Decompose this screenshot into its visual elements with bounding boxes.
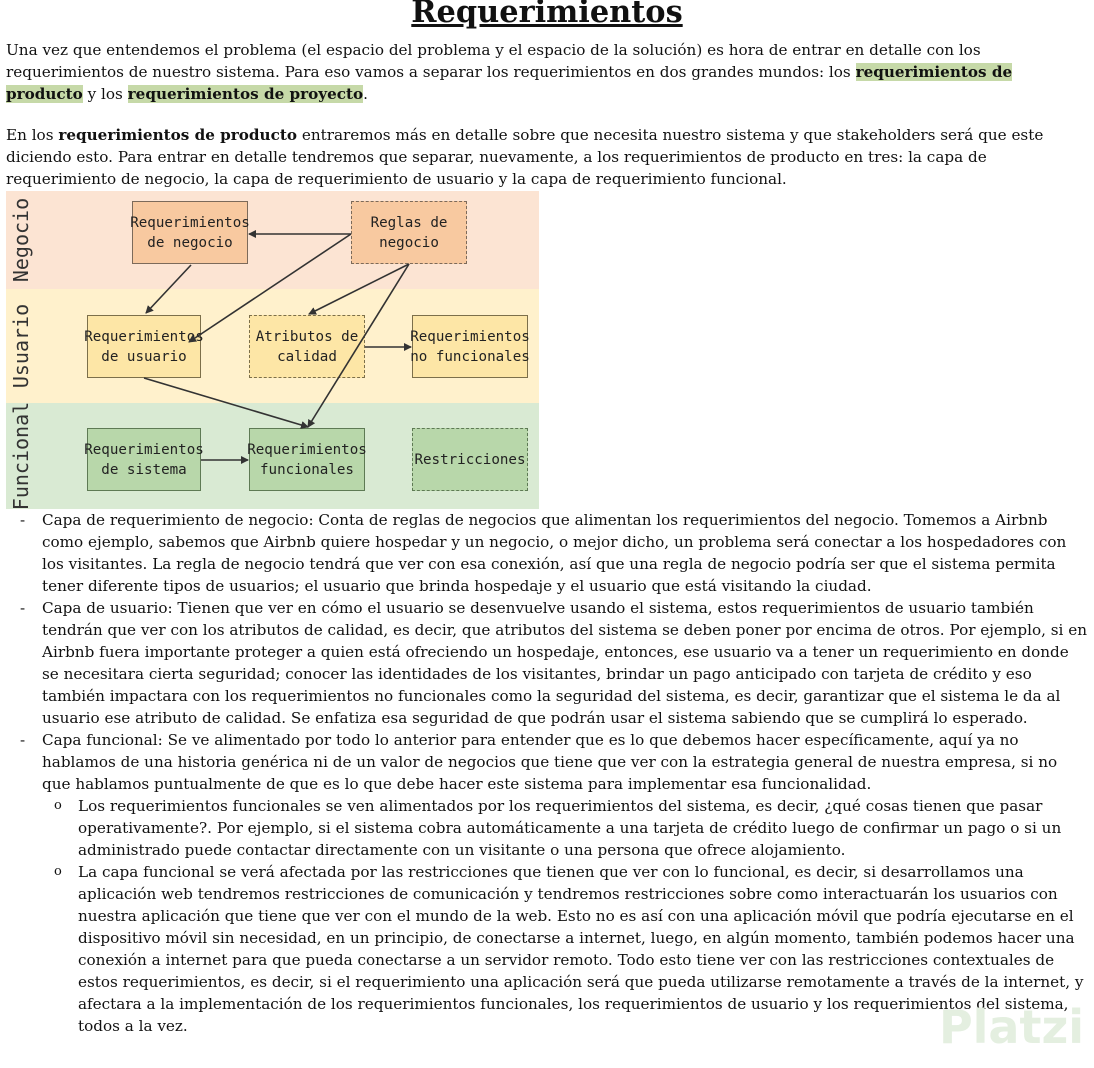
dash-bullet: - <box>20 731 26 749</box>
highlight-project-requirements: requerimientos de proyecto <box>127 85 364 103</box>
box-requerimientos-funcionales: Requerimientos funcionales <box>249 428 365 491</box>
box-atributos-calidad: Atributos de calidad <box>249 315 365 378</box>
arrow-reglas-to-req-usuario <box>189 234 351 342</box>
sub-list-item: o La capa funcional se verá afectada por las restricciones que tienen que ver con lo funcional, es decir, si desarrollamos una aplicación web tendremos restricciones de comunicación y tendremos restricciones sobre como interactuarán los usuarios con nuestra aplicación que tiene que ver con el mundo de la web. Esto no es así con una aplicación móvil que podría ejecutarse en el dispositivo móvil sin necesidad, en un principio, de conectarse a internet, luego, en algún momento, también podemos hacer una conexión a internet para que pueda conectarse a un servidor remoto. Todo esto tiene ver con las restricciones contextuales de estos requerimientos, es decir, si el requerimiento una aplicación será que pueda utilizarse remotamente a través de la internet, y afectara a la implementación de los requerimientos funcionales, los requerimientos de usuario y los requerimientos del sistema, todos a la vez. <box>54 863 1084 1035</box>
page-title: Requerimientos <box>411 0 683 30</box>
box-requerimientos-negocio: Requerimientos de negocio <box>132 201 248 264</box>
document <box>6 0 1088 1037</box>
arrow-req-usuario-to-req-funcionales <box>144 378 308 427</box>
functional-sublist <box>42 795 1088 1037</box>
bold-product-requirements: requerimientos de producto <box>58 126 297 144</box>
para2-text-2: entraremos más en detalle sobre que necesita nuestro sistema y que stakeholders será que este diciendo esto. Para entrar en detalle tendremos que separar, nuevamente, a los requerimientos de producto en tres: la capa de requerimiento de negocio, la capa de requerimiento de usuario y la capa de requerimiento funcional. <box>6 126 1044 188</box>
dash-bullet: - <box>20 511 26 529</box>
box-reglas-negocio: Reglas de negocio <box>351 201 467 264</box>
intro-text-2: y los <box>82 85 128 103</box>
requirements-diagram <box>6 191 539 509</box>
sub-list-item: o Los requerimientos funcionales se ven alimentados por los requerimientos del sistema, es decir, ¿qué cosas tienen que pasar operativamente?. Por ejemplo, si el sistema cobra automáticamente a una tarjeta de crédito luego de confirmar un pago o si un administrado puede contactar directamente con un visitante o una persona que ofrece alojamiento. <box>54 797 1062 859</box>
intro-paragraph <box>6 39 1088 105</box>
box-restricciones: Restricciones <box>412 428 528 491</box>
list-item: - Capa de usuario: Tienen que ver en cómo el usuario se desenvuelve usando el sistema, estos requerimientos de usuario también tendrán que ver con los atributos de calidad, es decir, que atributos del sistema se deben poner por encima de otros. Por ejemplo, si en Airbnb fuera importante proteger a quien está ofreciendo un hospedaje, entonces, ese usuario va a tener un requerimiento en donde se necesitara cierta seguridad; conocer las identidades de los visitantes, brindar un pago anticipado con tarjeta de crédito y eso también impactara con los requerimientos no funcionales como la seguridad del sistema, es decir, garantizar que el sistema le da al usuario ese atributo de calidad. Se enfatiza esa seguridad de que podrán usar el sistema sabiendo que se cumplirá lo esperado. <box>20 599 1088 727</box>
band-label-negocio: Negocio <box>9 197 34 283</box>
list-item: - Capa funcional: Se ve alimentado por todo lo anterior para entender que es lo que debemos hacer específicamente, aquí ya no hablamos de una historia genérica ni de un valor de negocios que tiene que ver con la estrategia general de nuestra empresa, si no que hablamos puntualmente de que es lo que debe hacer este sistema para implementar esa funcionalidad. o Los requerimientos funcionales se ven alimentados por los requerimientos del sistema, es decir, ¿qué cosas tienen que pasar operativamente?. Por ejemplo, si el sistema cobra automáticamente a una tarjeta de crédito luego de confirmar un pago o si un administrado puede contactar directamente con un visitante o una persona que ofrece alojamiento. o La capa funcional se verá afectada por las restricciones que tienen que ver con lo funcional, es decir, si desarrollamos una aplicación web tendremos restricciones de comunicación y tendremos restricciones sobre como interactuarán los usuarios con nuestra aplicación que tiene que ver con el mundo de la web. Esto no es así con una aplicación móvil que podría ejecutarse en el dispositivo móvil sin necesidad, en un principio, de conectarse a internet, luego, en algún momento, también podemos hacer una conexión a internet para que pueda conectarse a un servidor remoto. Todo esto tiene ver con las restricciones contextuales de estos requerimientos, es decir, si el requerimiento una aplicación será que pueda utilizarse remotamente a través de la internet, y afectara a la implementación de los requerimientos funcionales, los requerimientos de usuario y los requerimientos del sistema, todos a la vez. <box>6 729 1088 1037</box>
band-label-usuario: Usuario <box>9 303 34 389</box>
list-item: - Capa de requerimiento de negocio: Conta de reglas de negocios que alimentan los requerimientos del negocio. Tomemos a Airbnb como ejemplo, sabemos que Airbnb quiere hospedar y un negocio, o mejor dicho, un problema será conectar a los hospedadores con los visitantes. La regla de negocio tendrá que ver con esa conexión, así que una regla de negocio podría ser que el sistema permita tener diferente tipos de usuarios; el usuario que brinda hospedaje y el usuario que está visitando la ciudad. <box>20 511 1067 595</box>
highlight-product-requirements: requerimientos de producto <box>6 63 1013 103</box>
platzi-watermark: Platzi <box>938 1000 1084 1054</box>
circle-bullet: o <box>54 798 62 813</box>
product-requirements-paragraph <box>6 124 1088 190</box>
layers-list <box>6 509 1088 1037</box>
box-requerimientos-sistema: Requerimientos de sistema <box>87 428 201 491</box>
dash-bullet: - <box>20 599 26 617</box>
box-requerimientos-no-funcionales: Requerimientos no funcionales <box>412 315 528 378</box>
diagram-arrows <box>6 191 539 509</box>
arrow-req-negocio-to-req-usuario <box>146 265 191 313</box>
band-label-funcional: Funcional <box>9 401 33 511</box>
box-requerimientos-usuario: Requerimientos de usuario <box>87 315 201 378</box>
intro-text: Una vez que entendemos el problema (el espacio del problema y el espacio de la solución) es hora de entrar en detalle con los requerimientos de nuestro sistema. Para eso vamos a separar los requerimientos en dos grandes mundos: los <box>6 41 981 81</box>
circle-bullet: o <box>54 864 62 879</box>
para2-text: En los <box>6 126 59 144</box>
intro-text-3: . <box>363 85 368 103</box>
